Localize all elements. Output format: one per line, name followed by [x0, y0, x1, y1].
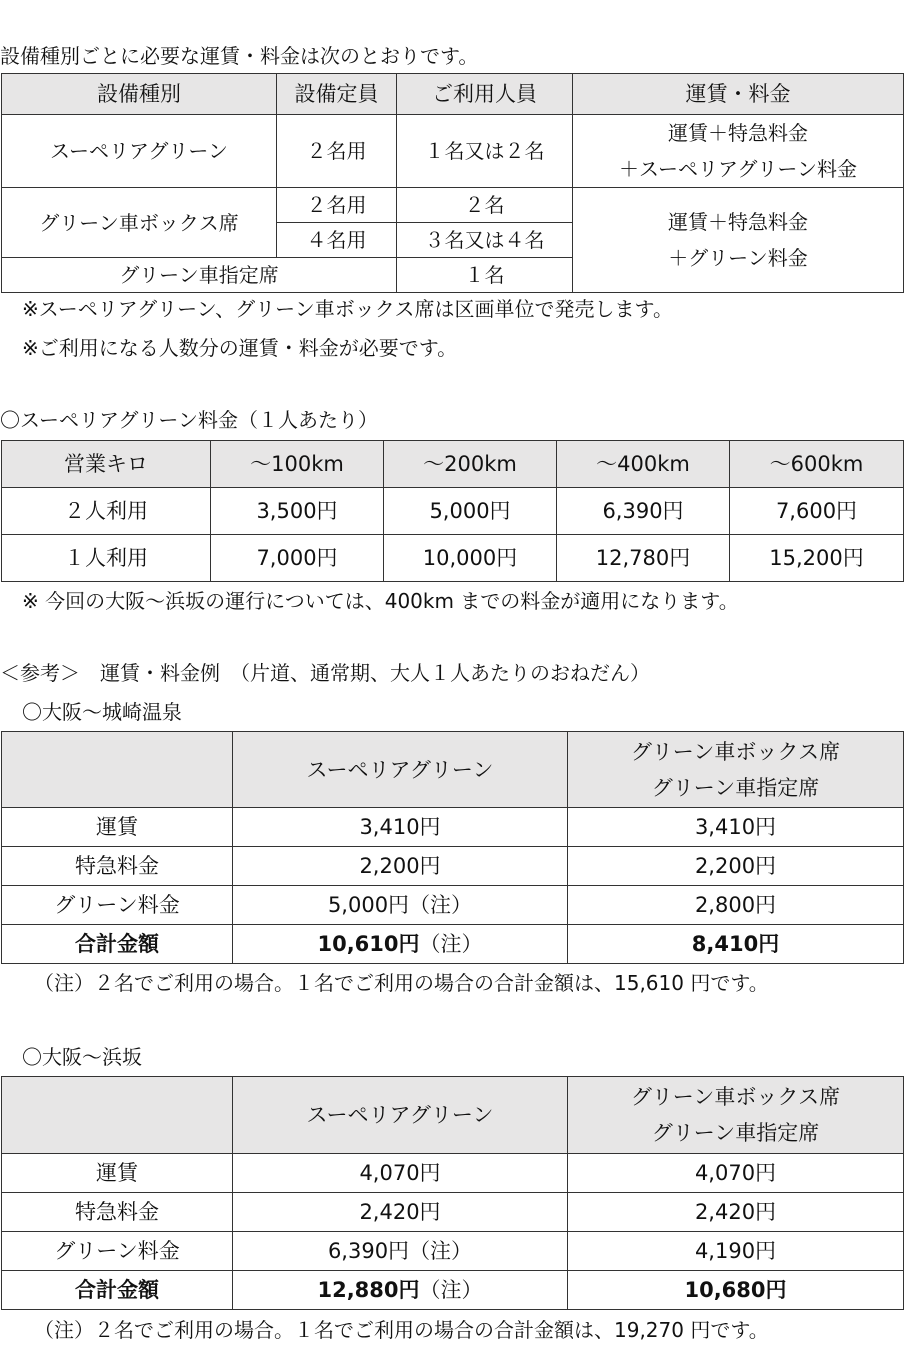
sg-amount: 2,420円: [233, 1193, 568, 1232]
seat-type-green-reserved: グリーン車指定席: [2, 258, 397, 293]
example-2-table: [1, 1076, 904, 1310]
sg-total: 12,880円（注）: [233, 1271, 568, 1310]
sg-fee-title: 〇スーペリアグリーン料金（１人あたり）: [0, 408, 378, 432]
fare-line-2: ＋スーペリアグリーン料金: [619, 157, 857, 181]
capacity-cell: ２名用: [277, 188, 397, 223]
header-fare: 運賃・料金: [573, 74, 904, 115]
header-superior-green: スーペリアグリーン: [233, 732, 568, 808]
fee-cell: 10,000円: [384, 535, 557, 582]
people-cell: ３名又は４名: [397, 223, 573, 258]
fare-line-1: 運賃＋特急料金: [668, 121, 808, 145]
people-cell: １名: [397, 258, 573, 293]
header-200km: 〜200km: [384, 441, 557, 488]
header-capacity: 設備定員: [277, 74, 397, 115]
table-row: [2, 535, 904, 582]
intro-text: 設備種別ごとに必要な運賃・料金は次のとおりです。: [0, 44, 479, 68]
total-row: [2, 925, 904, 964]
total-row: [2, 1271, 904, 1310]
header-green: [568, 1077, 904, 1154]
reference-title: ＜参考＞ 運賃・料金例 （片道、通常期、大人１人あたりのおねだん）: [0, 661, 650, 685]
header-blank: [2, 732, 233, 808]
header-distance: 営業キロ: [2, 441, 211, 488]
example-2-title: 〇大阪〜浜坂: [22, 1045, 142, 1069]
table-row: [2, 1193, 904, 1232]
sg-fee-table: [1, 440, 904, 582]
row-label: 運賃: [2, 808, 233, 847]
fee-cell: 5,000円: [384, 488, 557, 535]
header-600km: 〜600km: [730, 441, 904, 488]
fee-cell: 6,390円: [557, 488, 730, 535]
green-amount: 4,190円: [568, 1232, 904, 1271]
sg-total: 10,610円（注）: [233, 925, 568, 964]
row-label: グリーン料金: [2, 1232, 233, 1271]
seat-type-table: [1, 73, 904, 293]
header-green: [568, 732, 904, 808]
capacity-cell: ２名用: [277, 115, 397, 188]
row-label: 特急料金: [2, 1193, 233, 1232]
row-label: 運賃: [2, 1154, 233, 1193]
header-green-reserved: グリーン車指定席: [651, 775, 820, 800]
sg-amount: 5,000円（注）: [233, 886, 568, 925]
green-amount: 2,200円: [568, 847, 904, 886]
example-1-note: （注）２名でご利用の場合。１名でご利用の場合の合計金額は、15,610 円です。: [34, 971, 769, 995]
example-1-title: 〇大阪〜城崎温泉: [22, 700, 182, 724]
header-superior-green: スーペリアグリーン: [233, 1077, 568, 1154]
header-green-box: グリーン車ボックス席: [630, 739, 841, 764]
sg-amount: 3,410円: [233, 808, 568, 847]
green-total: 10,680円: [568, 1271, 904, 1310]
row-label: １人利用: [2, 535, 211, 582]
fare-line-2: ＋グリーン料金: [668, 246, 808, 270]
note-1: ※スーペリアグリーン、グリーン車ボックス席は区画単位で発売します。: [22, 297, 673, 321]
example-2-note: （注）２名でご利用の場合。１名でご利用の場合の合計金額は、19,270 円です。: [34, 1318, 769, 1342]
fee-cell: 12,780円: [557, 535, 730, 582]
total-label: 合計金額: [2, 1271, 233, 1310]
fee-cell: 15,200円: [730, 535, 904, 582]
table-row: [2, 886, 904, 925]
capacity-cell: ４名用: [277, 223, 397, 258]
table-row: [2, 1154, 904, 1193]
sg-amount: 6,390円（注）: [233, 1232, 568, 1271]
sg-fee-note: ※ 今回の大阪〜浜坂の運行については、400km までの料金が適用になります。: [22, 589, 739, 613]
fee-cell: 3,500円: [211, 488, 384, 535]
fare-line-1: 運賃＋特急料金: [668, 210, 808, 234]
header-green-box: グリーン車ボックス席: [630, 1085, 841, 1109]
fare-cell: [573, 115, 904, 188]
fee-cell: 7,600円: [730, 488, 904, 535]
note-2: ※ご利用になる人数分の運賃・料金が必要です。: [22, 336, 458, 360]
header-people: ご利用人員: [397, 74, 573, 115]
header-seat-type: 設備種別: [2, 74, 277, 115]
green-total: 8,410円: [568, 925, 904, 964]
sg-amount: 4,070円: [233, 1154, 568, 1193]
example-1-table: [1, 731, 904, 964]
green-amount: 2,800円: [568, 886, 904, 925]
sg-amount: 2,200円: [233, 847, 568, 886]
row-label: 特急料金: [2, 847, 233, 886]
seat-type-green-box: グリーン車ボックス席: [2, 188, 277, 258]
fee-cell: 7,000円: [211, 535, 384, 582]
people-cell: ２名: [397, 188, 573, 223]
total-label: 合計金額: [2, 925, 233, 964]
green-amount: 4,070円: [568, 1154, 904, 1193]
people-cell: １名又は２名: [397, 115, 573, 188]
green-amount: 2,420円: [568, 1193, 904, 1232]
header-400km: 〜400km: [557, 441, 730, 488]
table-row: [2, 488, 904, 535]
table-row: [2, 847, 904, 886]
header-blank: [2, 1077, 233, 1154]
table-row: [2, 808, 904, 847]
header-100km: 〜100km: [211, 441, 384, 488]
header-green-reserved: グリーン車指定席: [651, 1121, 820, 1145]
row-label: ２人利用: [2, 488, 211, 535]
seat-type-superior-green: スーペリアグリーン: [2, 115, 277, 188]
row-label: グリーン料金: [2, 886, 233, 925]
table-row: [2, 1232, 904, 1271]
fare-cell: [573, 188, 904, 293]
green-amount: 3,410円: [568, 808, 904, 847]
